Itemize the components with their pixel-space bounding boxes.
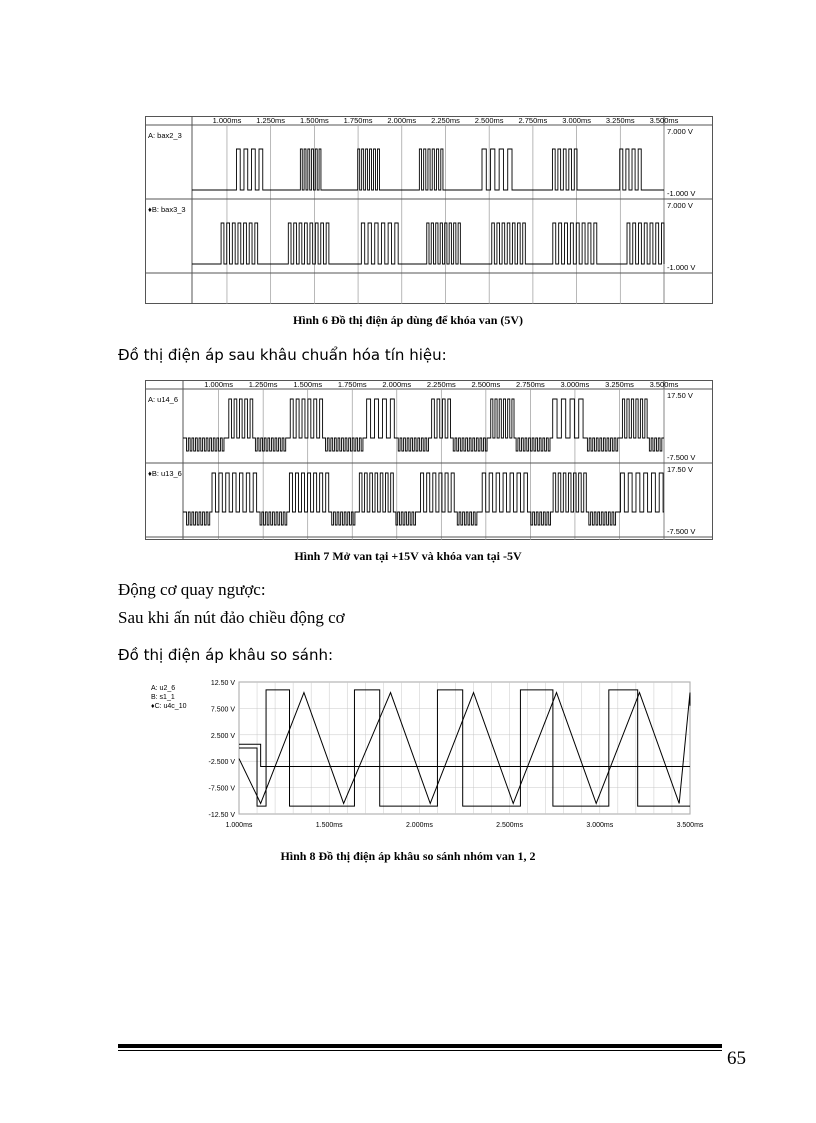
figure-6-plot (145, 116, 713, 304)
x-tick-label: 3.500ms (649, 116, 679, 125)
x-tick-label: 1.500ms (293, 380, 323, 389)
page-number: 65 (727, 1048, 746, 1069)
x-tick-label: 2.500ms (496, 822, 524, 829)
figure-8-plot (145, 676, 715, 836)
y-tick-label: -7.500 V (208, 785, 235, 793)
x-tick-label: 2.000ms (387, 116, 417, 125)
x-tick-label: 3.250ms (605, 116, 635, 125)
y-tick-label-high: 7.000 V (667, 127, 693, 136)
x-tick-label: 2.250ms (426, 380, 456, 389)
y-tick-label-low: -7.500 V (667, 527, 696, 536)
x-tick-label: 3.000ms (560, 380, 590, 389)
x-tick-label: 2.000ms (405, 822, 433, 829)
x-tick-label: 1.750ms (337, 380, 367, 389)
y-tick-label: 12.50 V (210, 680, 235, 687)
x-tick-label: 3.250ms (605, 380, 634, 389)
channel-label: ♦B: u13_6 (148, 469, 182, 478)
x-tick-label: 1.000ms (212, 116, 242, 125)
y-tick-label-high: 17.50 V (667, 465, 693, 474)
x-tick-label: 1.500ms (299, 116, 329, 125)
caption-figure-6: Hình 6 Đồ thị điện áp dùng để khóa van (5V) (292, 313, 524, 327)
x-tick-label: 3.000ms (562, 116, 591, 125)
channel-label: ♦B: bax3_3 (148, 205, 186, 214)
x-tick-label: 2.500ms (471, 380, 501, 389)
y-tick-label-low: -1.000 V (667, 189, 696, 198)
x-tick-label: 2.750ms (518, 116, 548, 125)
y-tick-label-high: 7.000 V (667, 201, 693, 210)
y-tick-label: 2.500 V (210, 732, 235, 740)
x-tick-label: 2.750ms (515, 380, 545, 389)
plot-frame (239, 682, 690, 814)
x-tick-label: 2.250ms (431, 116, 460, 125)
y-tick-label: 7.500 V (210, 706, 235, 714)
plot-frame (146, 381, 713, 540)
channel-label: A: bax2_3 (148, 131, 182, 140)
reverse-button-line: Sau khi ấn nút đảo chiều động cơ (118, 608, 345, 627)
y-tick-label-low: -7.500 V (667, 453, 696, 462)
figure-7-plot (145, 380, 713, 540)
section-heading-comparator: Đồ thị điện áp khâu so sánh: (118, 646, 334, 664)
x-tick-label: 2.000ms (382, 380, 412, 389)
y-tick-label-low: -1.000 V (667, 263, 696, 272)
y-tick-label: -2.500 V (208, 759, 235, 767)
legend-entry: ♦C: u4c_10 (151, 703, 187, 710)
x-tick-label: 3.500ms (649, 380, 679, 389)
plot-frame (146, 117, 713, 304)
section-heading-normalized: Đồ thị điện áp sau khâu chuẩn hóa tín hiệu: (118, 346, 447, 364)
y-tick-label-high: 17.50 V (667, 391, 693, 400)
x-tick-label: 1.000ms (204, 380, 234, 389)
x-tick-label: 1.250ms (256, 116, 286, 125)
x-tick-label: 3.000ms (586, 822, 614, 829)
x-tick-label: 3.500ms (676, 822, 704, 829)
footer-rule-thick (118, 1044, 722, 1048)
x-tick-label: 1.250ms (248, 380, 278, 389)
x-tick-label: 1.000ms (225, 822, 253, 829)
footer-rule-thin (118, 1050, 722, 1051)
legend-entry: B: s1_1 (151, 694, 175, 701)
y-tick-label: -12.50 V (208, 812, 235, 819)
caption-figure-7: Hình 7 Mở van tại +15V và khóa van tại -5V (294, 549, 522, 563)
x-tick-label: 2.500ms (474, 116, 504, 125)
caption-figure-8: Hình 8 Đồ thị điện áp khâu so sánh nhóm van 1, 2 (280, 849, 536, 863)
channel-label: A: u14_6 (148, 395, 179, 404)
x-tick-label: 1.750ms (343, 116, 373, 125)
reverse-rotation-line: Động cơ quay ngược: (118, 580, 266, 599)
x-tick-label: 1.500ms (315, 822, 343, 829)
legend-entry: A: u2_6 (151, 685, 176, 692)
